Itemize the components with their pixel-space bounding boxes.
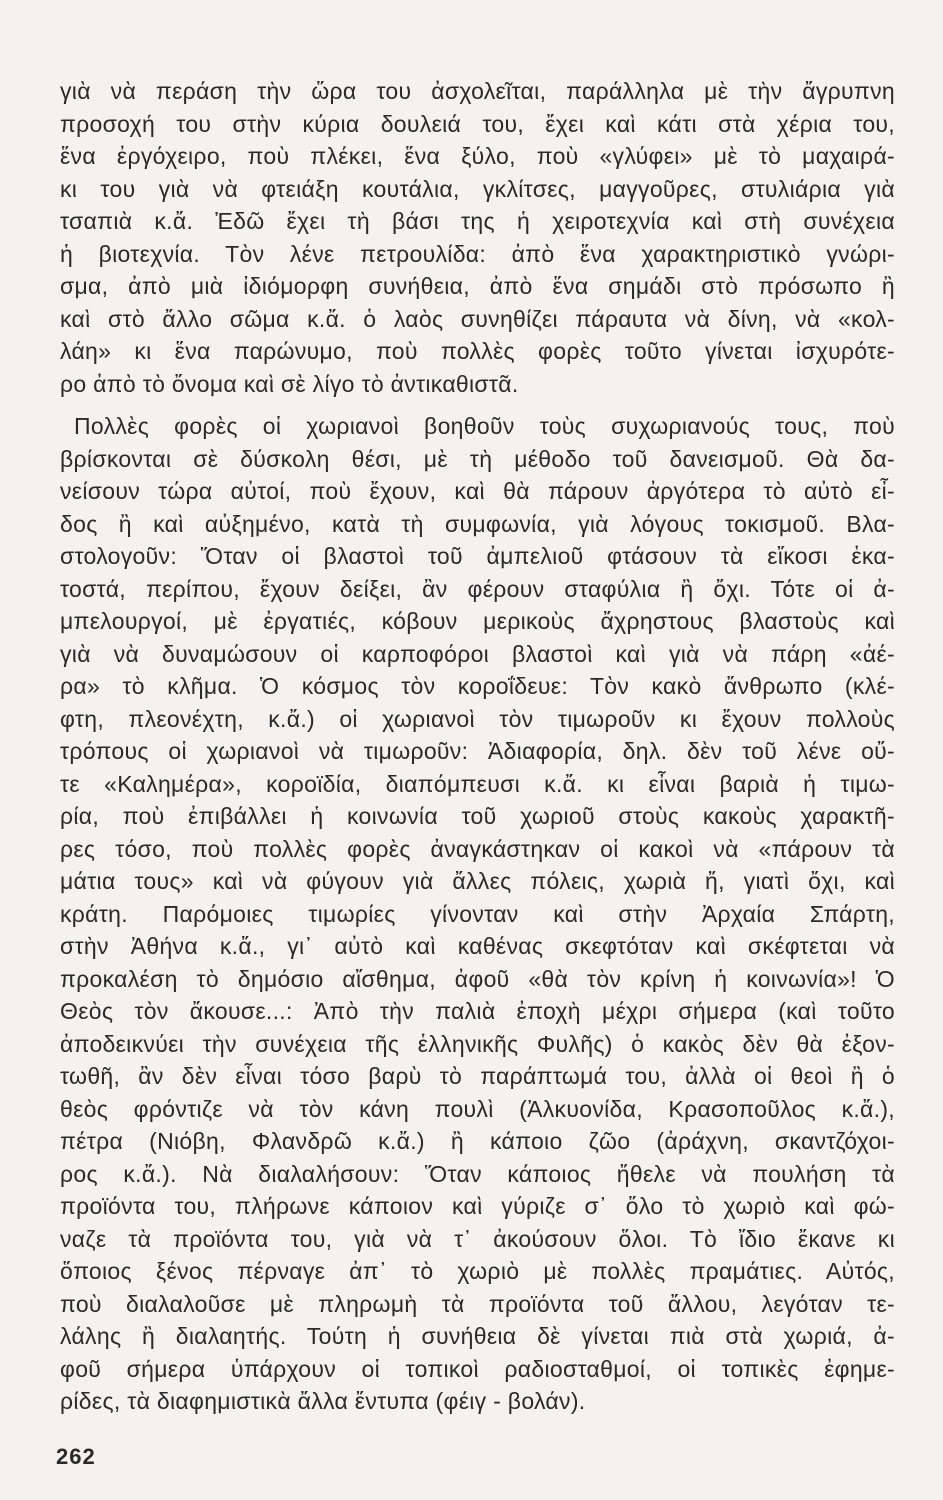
- text-line: ἡ βιοτεχνία. Τὸν λένε πετρουλίδα: ἀπὸ ἕνα χαρακτηριστικὸ γνώρι-: [60, 240, 895, 267]
- text-line: ἕνα ἐργόχειρο, ποὺ πλέκει, ἕνα ξύλο, ποὺ «γλύφει» μὲ τὸ μαχαιρά-: [60, 143, 895, 169]
- text-line: λάλης ἢ διαλαητής. Τούτη ἡ συνήθεια δὲ γίνεται πιὰ στὰ χωριά, ἀ-: [60, 1323, 895, 1349]
- body-text: [60, 75, 895, 1418]
- text-line: γιὰ νὰ περάση τὴν ὥρα του ἀσχολεῖται, παράλληλα μὲ τὴν ἄγρυπνη: [60, 78, 895, 104]
- text-line: κράτη. Παρόμοιες τιμωρίες γίνονταν καὶ στὴν Ἀρχαία Σπάρτη,: [60, 900, 895, 927]
- text-line: ποὺ διαλαλοῦσε μὲ πληρωμὴ τὰ προϊόντα τοῦ ἄλλου, λεγόταν τε-: [60, 1290, 895, 1317]
- text-line: κι του γιὰ νὰ φτειάξη κουτάλια, γκλίτσες, μαγγοῦρες, στυλιάρια γιὰ: [60, 175, 895, 202]
- text-line: ρίδες, τὰ διαφημιστικὰ ἄλλα ἔντυπα (φέιγ - βολάν).: [60, 1388, 586, 1414]
- paragraph-1: [60, 75, 895, 400]
- text-line: γιὰ νὰ δυναμώσουν οἱ καρποφόροι βλαστοὶ καὶ γιὰ νὰ πάρη «ἀέ-: [60, 640, 895, 667]
- text-line: ρα» τὸ κλῆμα. Ὁ κόσμος τὸν κοροΐδευε: Τὸν κακὸ ἄνθρωπο (κλέ-: [60, 673, 895, 699]
- text-line: τωθῆ, ἂν δὲν εἶναι τόσο βαρὺ τὸ παράπτωμά του, ἀλλὰ οἱ θεοὶ ἢ ὁ: [60, 1063, 895, 1089]
- page-number: 262: [56, 1444, 96, 1469]
- text-line: ρο ἀπὸ τὸ ὄνομα καὶ σὲ λίγο τὸ ἀντικαθιστᾶ.: [60, 370, 519, 397]
- paragraph-gap: [60, 400, 895, 410]
- text-line: ρία, ποὺ ἐπιβάλλει ἡ κοινωνία τοῦ χωριοῦ στοὺς κακοὺς χαρακτῆ-: [60, 803, 895, 829]
- text-line: τε «Καλημέρα», κοροϊδία, διαπόμπευσι κ.ἄ. κι εἶναι βαριὰ ἡ τιμω-: [60, 770, 895, 797]
- text-line: τρόπους οἱ χωριανοὶ νὰ τιμωροῦν: Ἀδιαφορία, δηλ. δὲν τοῦ λένε οὔ-: [60, 738, 895, 764]
- text-line: τοστά, περίπου, ἔχουν δείξει, ἂν φέρουν σταφύλια ἢ ὄχι. Τότε οἱ ἀ-: [60, 575, 895, 602]
- text-line: στὴν Ἀθήνα κ.ἄ., γι᾽ αὐτὸ καὶ καθένας σκεφτόταν καὶ σκέφτεται νὰ: [60, 933, 895, 959]
- text-line: λάη» κι ἕνα παρώνυμο, ποὺ πολλὲς φορὲς τοῦτο γίνεται ἰσχυρότε-: [60, 338, 895, 364]
- text-line: νείσουν τώρα αὐτοί, ποὺ ἔχουν, καὶ θὰ πάρουν ἀργότερα τὸ αὐτὸ εἶ-: [60, 478, 895, 504]
- text-line: σμα, ἀπὸ μιὰ ἰδιόμορφη συνήθεια, ἀπὸ ἕνα σημάδι στὸ πρόσωπο ἢ: [60, 273, 895, 299]
- text-line: βρίσκονται σὲ δύσκολη θέσι, μὲ τὴ μέθοδο τοῦ δανεισμοῦ. Θὰ δα-: [60, 445, 895, 472]
- text-line: φοῦ σήμερα ὑπάρχουν οἱ τοπικοὶ ραδιοσταθμοί, οἱ τοπικὲς ἐφημε-: [60, 1355, 895, 1382]
- paragraph-2: [60, 410, 895, 1418]
- text-line: Πολλὲς φορὲς οἱ χωριανοὶ βοηθοῦν τοὺς συχωριανούς τους, ποὺ: [74, 413, 895, 439]
- text-line: προσοχή του στὴν κύρια δουλειά του, ἔχει καὶ κάτι στὰ χέρια του,: [60, 110, 895, 137]
- text-line: μπελουργοί, μὲ ἐργατιές, κόβουν μερικοὺς ἄχρηστους βλαστοὺς καὶ: [60, 608, 895, 634]
- text-line: φτη, πλεονέχτη, κ.ἄ.) οἱ χωριανοὶ τὸν τιμωροῦν κι ἔχουν πολλοὺς: [60, 705, 895, 732]
- text-line: ὅποιος ξένος πέρναγε ἀπ᾽ τὸ χωριὸ μὲ πολλὲς πραμάτιες. Αὐτός,: [60, 1258, 895, 1284]
- text-line: ρες τόσο, ποὺ πολλὲς φορὲς ἀναγκάστηκαν οἱ κακοὶ νὰ «πάρουν τὰ: [60, 835, 895, 862]
- text-line: προϊόντα του, πλήρωνε κάποιον καὶ γύριζε σ᾽ ὅλο τὸ χωριὸ καὶ φώ-: [60, 1193, 895, 1219]
- text-line: στολογοῦν: Ὅταν οἱ βλαστοὶ τοῦ ἀμπελιοῦ φτάσουν τὰ εἴκοσι ἑκα-: [60, 543, 895, 569]
- text-line: ἀποδεικνύει τὴν συνέχεια τῆς ἑλληνικῆς Φυλῆς) ὁ κακὸς δὲν θὰ ἐξον-: [60, 1030, 895, 1057]
- text-line: Θεὸς τὸν ἄκουσε...: Ἀπὸ τὴν παλιὰ ἐποχὴ μέχρι σήμερα (καὶ τοῦτο: [60, 998, 895, 1024]
- text-line: μάτια τους» καὶ νὰ φύγουν γιὰ ἄλλες πόλεις, χωριὰ ἤ, γιατὶ ὄχι, καὶ: [60, 868, 895, 894]
- text-line: πέτρα (Νιόβη, Φλανδρῶ κ.ἄ.) ἢ κάποιο ζῶο (ἀράχνη, σκαντζόχοι-: [60, 1128, 895, 1154]
- text-line: ναζε τὰ προϊόντα του, γιὰ νὰ τ᾽ ἀκούσουν ὅλοι. Τὸ ἴδιο ἔκανε κι: [60, 1225, 895, 1252]
- text-line: θεὸς φρόντιζε νὰ τὸν κάνη πουλὶ (Ἀλκυονίδα, Κρασοποῦλος κ.ἄ.),: [60, 1095, 895, 1122]
- text-line: τσαπιὰ κ.ἄ. Ἐδῶ ἔχει τὴ βάσι της ἡ χειροτεχνία καὶ στὴ συνέχεια: [60, 208, 895, 234]
- text-line: δος ἢ καὶ αὐξημένο, κατὰ τὴ συμφωνία, γιὰ λόγους τοκισμοῦ. Βλα-: [60, 510, 895, 537]
- text-line: καὶ στὸ ἄλλο σῶμα κ.ἄ. ὁ λαὸς συνηθίζει πάραυτα νὰ δίνη, νὰ «κολ-: [60, 305, 895, 332]
- text-line: προκαλέση τὸ δημόσιο αἴσθημα, ἀφοῦ «θὰ τὸν κρίνη ἡ κοινωνία»! Ὁ: [60, 965, 895, 992]
- text-line: ρος κ.ἄ.). Νὰ διαλαλήσουν: Ὅταν κάποιος ἤθελε νὰ πουλήση τὰ: [60, 1160, 895, 1187]
